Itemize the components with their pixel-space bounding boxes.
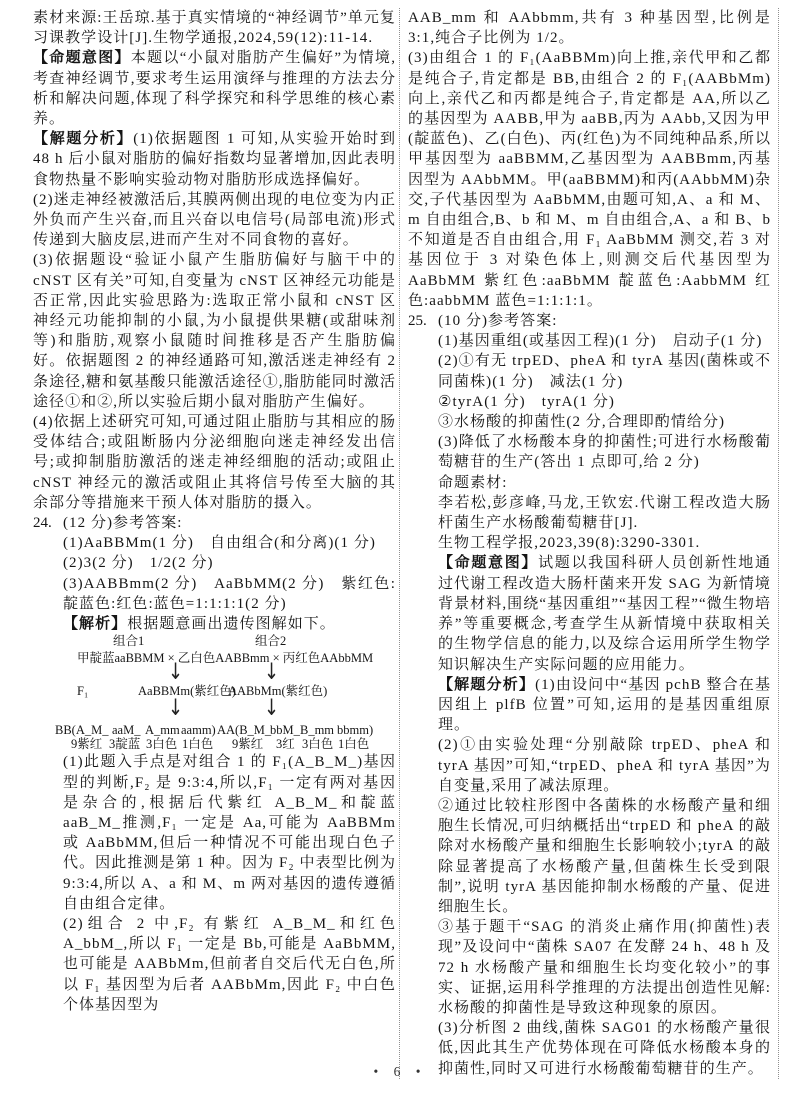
- analysis-paragraph-2: (2)迷走神经被激活后,其膜两侧出现的电位变为内正外负而产生兴奋,而且兴奋以电信号(局部电流)形式传递到大脑皮层,进而产生对不同食物的喜好。: [33, 191, 396, 249]
- f2-ratio: 1白色: [182, 737, 214, 752]
- item-24-continuation-2: (3)由组合 1 的 F₁(AaBBMm)向上推,亲代甲和乙都是纯合子,肯定都是 BB,由组合 2 的 F₁(AABbMm)向上,亲代乙和丙都是纯合子,肯定都是 AA,所以乙的基因型为 AABB,甲为 aaBB,丙为 AAbb,又因为甲(靛蓝色)、乙(白色)、丙(红色)为不同纯种品系,所以甲基因型为 aaBBMM,乙基因型为 AABBmm,丙基因型为 AAbbMM。甲(aaBBMM)和丙(AAbbMM)杂交,子代基因型为 AaBbMM,由题可知,A、a 和 M、m 自由组合,B、b 和 M、m 自由组合,A、a 和 B、b 不知道是否自由组合,用 F₁ AaBbMM 测交,若 3 对基因位于 3 对染色体上,则测交后代基因型为 AaBbMM 紫红色:aaBbMM 靛蓝色:AabbMM 红色:aabbMM 蓝色=1:1:1:1。: [408, 50, 771, 309]
- analysis-paragraph-4: (4)依据上述研究可知,可通过阻止脂肪与其相应的肠受体结合;或阻断肠内分泌细胞向迷走神经发出信号;或抑制脂肪激活的迷走神经细胞的活动;或阻止 cNST 神经元的激活或阻止其将信号传至大脑的其余部分等措施来干预人体对脂肪的摄入。: [33, 414, 396, 511]
- f2-ratio: 3红: [276, 737, 295, 752]
- item-25-answer-3: ②tyrA(1 分) tyrA(1 分): [438, 393, 615, 410]
- f2-genotype: bbmm): [337, 723, 374, 738]
- item-25-analysis-3: ②通过比较柱形图中各菌株的水杨酸产量和细胞生长情况,可归纳概括出“trpED 和 pheA 的敲除对水杨酸产量和细胞生长影响较小;tyrA 的敲除显著提高了水杨酸产量,但菌株生长受到限制”,说明 tyrA 基因能抑制水杨酸的产量、促进细胞生长。: [438, 797, 771, 915]
- item-24-number: 24.: [33, 515, 52, 532]
- source-material-line-2: 生物工程学报,2023,39(8):3290-3301.: [438, 535, 701, 552]
- source-note: 素材来源:王岳琼.基于真实情境的“神经调节”单元复习课教学设计[J].生物学通报,2024,59(12):11-14.: [33, 10, 396, 47]
- parent-cross-line: 甲靛蓝aaBBMM × 乙白色AABBmm × 丙红色AAbbMM: [77, 651, 374, 666]
- item-25-answer-2: (2)①有无 trpED、pheA 和 tyrA 基因(菌株或不同菌株)(1 分) 减法(1 分): [438, 353, 771, 390]
- f2-genotype: B_mm: [300, 723, 335, 738]
- down-arrow-icon: ↓: [264, 659, 280, 686]
- analysis-paragraph-3: (3)依据题设“验证小鼠产生脂肪偏好与脑干中的 cNST 区有关”可知,自变量为 cNST 区神经元功能是否正常,因此实验思路为:选取正常小鼠和 cNST 区神经元功能抑制的小鼠,为小鼠提供果糖(或甜味剂等)和脂肪,观察小鼠随时间推移是否产生脂肪偏好。依据题图 2 的神经通路可知,激活迷走神经有 2 条途径,糖和氨基酸只能激活途径①,脂肪能同时激活途径①和②,所以实验后期小鼠对脂肪产生偏好。: [33, 252, 396, 410]
- item-25-answer-1: (1)基因重组(或基因工程)(1 分) 启动子(1 分): [438, 333, 763, 350]
- combo2-label: 组合2: [255, 634, 287, 649]
- item-24-answer-1: (1)AaBBMm(1 分) 自由组合(和分离)(1 分): [63, 535, 376, 552]
- f2-genotype: AA(B_M_: [217, 723, 272, 738]
- f2-genotype: aaM_: [112, 723, 141, 738]
- f2-ratio: 3靛蓝: [109, 737, 141, 752]
- f1-label: F₁: [77, 684, 89, 699]
- f1-genotype-left: AaBBMm(紫红色): [138, 684, 236, 699]
- intent-label: 【命题意图】: [438, 555, 539, 572]
- item-25-intent: [438, 553, 771, 674]
- f1-genotype-right: AABbMm(紫红色): [228, 684, 328, 699]
- item-25: [408, 311, 771, 1079]
- left-column: [33, 8, 396, 1015]
- item-25-analysis-4: ③基于题干“SAG 的消炎止痛作用(抑菌性)表现”及设问中“菌株 SA07 在发酵 24 h、48 h 及 72 h 水杨酸产量和细胞生长均变化较小”的事实、证据,运用科学推理的方法提出创造性见解:水杨酸的抑菌性是导致这种现象的原因。: [438, 919, 771, 1016]
- item-25-answer-4: ③水杨酸的抑菌性(2 分,合理即酌情给分): [438, 414, 726, 431]
- down-arrow-icon: ↓: [168, 695, 184, 722]
- genetic-cross-diagram: [51, 634, 404, 752]
- analysis-text-1: (1)由设问中“基因 pchB 整合在基因组上 plfB 位置”可知,运用的是基因重组原理。: [438, 676, 771, 734]
- analysis-paragraph-1: [33, 129, 396, 190]
- intent-label: 【命题意图】: [33, 50, 131, 67]
- source-material-line-1: 李若松,彭彦峰,马龙,王钦宏.代谢工程改造大肠杆菌生产水杨酸葡萄糖苷[J].: [438, 494, 771, 532]
- item-24-analysis-intro: [63, 614, 396, 634]
- item-25-analysis-2: (2)①由实验处理“分别敲除 trpED、pheA 和 tyrA 基因”可知,“trpED、pheA 和 tyrA 基因”为自变量,采用了减法原理。: [438, 737, 771, 794]
- down-arrow-icon: ↓: [168, 659, 184, 686]
- combo1-label: 组合1: [113, 634, 145, 649]
- intent-paragraph: [33, 48, 396, 129]
- down-arrow-icon: ↓: [264, 695, 280, 722]
- f2-ratio: 9紫红: [232, 737, 264, 752]
- item-24-explain-2: (2)组合 2 中,F₂ 有紫红 A_B_M_和红色 A_bbM_,所以 F₁ 一定是 Bb,可能是 AaBbMM,也可能是 AABbMm,但前者自交后代无白色,所以 F₁ 基因型为后者 AABbMm,因此 F₂ 中白色个体基因型为: [63, 915, 396, 1013]
- f2-ratio: 1白色: [338, 737, 370, 752]
- item-24-answer-2: (2)3(2 分) 1/2(2 分): [63, 555, 214, 572]
- analysis-label: 【解题分析】: [33, 131, 134, 148]
- item-25-header: (10 分)参考答案:: [438, 313, 558, 330]
- item-24: [33, 513, 396, 1015]
- item-24-explain-1: (1)此题入手点是对组合 1 的 F₁(A_B_M_)基因型的判断,F₂ 是 9:3:4,所以,F₁ 一定有两对基因是杂合的,根据后代紫红 A_B_M_和靛蓝 aaB_M_推测,F₁ 一定是 Aa,可能为 AaBBMm 或 AaBbMM,但后一种情况不可能出现白色子代。因此推测是第 1 种。因为 F₂ 中表型比例为 9:3:4,所以 A、a 和 M、m 两对基因的遗传遵循自由组合定律。: [63, 754, 396, 912]
- right-column: [399, 8, 779, 1079]
- analysis-text-1: (1)依据题图 1 可知,从实验开始时到 48 h 后小鼠对脂肪的偏好指数均显著增加,因此表明食物热量不影响实验动物对脂肪形成选择偏好。: [33, 131, 396, 188]
- f2-genotype: A_mm: [145, 723, 180, 738]
- item-24-header: (12 分)参考答案:: [63, 515, 183, 532]
- analysis-label: 【解题分析】: [438, 676, 536, 693]
- item-25-analysis-5: (3)分析图 2 曲线,菌株 SAG01 的水杨酸产量很低,因此其生产优势体现在可降低水杨酸本身的抑菌性,同时又可进行水杨酸葡萄糖苷的生产。: [438, 1020, 771, 1077]
- intent-text: 本题以“小鼠对脂肪产生偏好”为情境,考查神经调节,要求考生运用演绎与推理的方法去分析和解决问题,体现了科学探究和科学思维的核心素养。: [33, 50, 396, 128]
- source-material-label: 命题素材:: [438, 474, 508, 491]
- item-25-analysis-1: [438, 675, 771, 736]
- jiexi-label: 【解析】: [63, 616, 128, 633]
- f2-genotype: bbM_: [270, 723, 300, 738]
- intent-text: 试题以我国科研人员创新性地通过代谢工程改造大肠杆菌来开发 SAG 为新情境背景材料,围绕“基因重组”“基因工程”“微生物培养”等重要概念,考查学生从新情境中获取相关的生物学信息的能力,以及综合运用所学生物学知识解决生产实际问题的应用能力。: [438, 555, 771, 673]
- page-number: • 6 •: [373, 1064, 427, 1079]
- f2-genotype: BB(A_M_: [55, 723, 109, 738]
- item-25-number: 25.: [408, 313, 427, 330]
- f2-ratio: 3白色: [146, 737, 178, 752]
- item-25-answer-5: (3)降低了水杨酸本身的抑菌性;可进行水杨酸葡萄糖苷的生产(答出 1 点即可,给 2 分): [438, 434, 771, 471]
- f2-ratio: 9紫红: [71, 737, 103, 752]
- f2-ratio: 3白色: [302, 737, 334, 752]
- f2-genotype: aamm): [181, 723, 216, 738]
- item-24-answer-3: (3)AABBmm(2 分) AaBbMM(2 分) 紫红色:靛蓝色:红色:蓝色=1:1:1:1(2 分): [63, 575, 396, 612]
- jiexi-intro-text: 根据题意画出遗传图解如下。: [127, 616, 336, 633]
- item-24-continuation-1: AAB_mm 和 AAbbmm,共有 3 种基因型,比例是 3:1,纯合子比例为 1/2。: [408, 10, 771, 47]
